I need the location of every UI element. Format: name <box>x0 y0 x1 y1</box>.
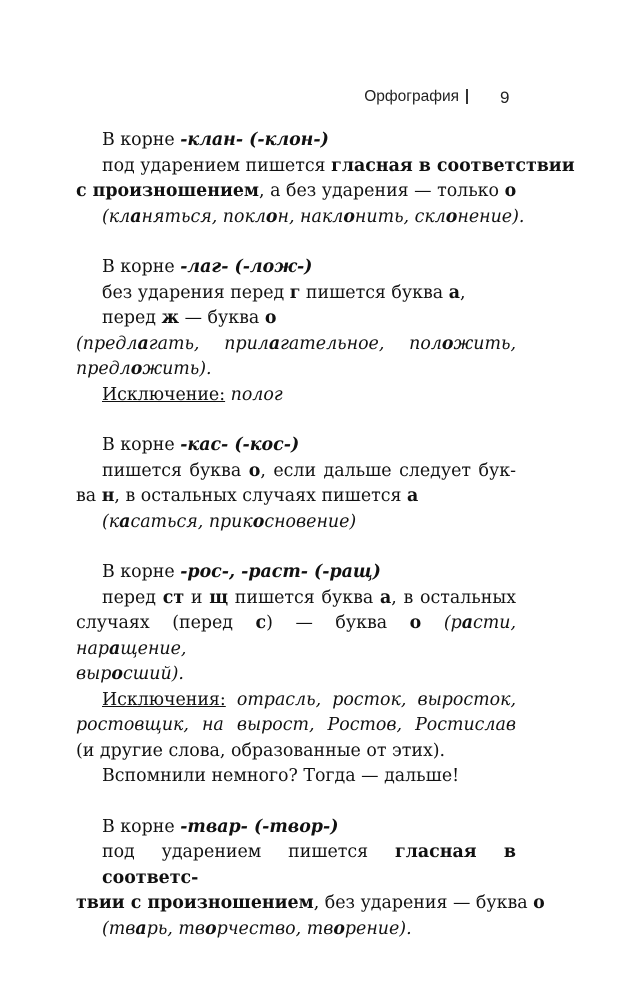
rule-text: перед ж — буква о <box>102 308 277 328</box>
rule-examples: (кланяться, поклон, наклонить, склонение). <box>102 206 525 227</box>
rule-text: под ударением пишется гласная в соответствии <box>102 155 575 176</box>
root-pattern: -лаг- (-лож-) <box>180 257 313 277</box>
header-divider <box>466 89 468 104</box>
rule-text: ва н, в остальных случаях пишется а <box>76 486 419 506</box>
rule-examples: (тварь, творчество, творение). <box>102 918 412 939</box>
rule-heading: В корне -клан- (-клон-) <box>102 130 329 150</box>
rule-heading: В корне -рос-, -раст- (-ращ) <box>102 562 381 582</box>
root-pattern: -клан- (-клон-) <box>180 130 329 150</box>
rule-text: твии с произношением, без ударения — буква о <box>76 893 545 913</box>
rule-exception: Исключения: отрасль, росток, выросток, <box>102 689 516 710</box>
rule-examples: (касаться, прикосновение) <box>102 511 357 532</box>
rule-text: с произношением, а без ударения — только о <box>76 181 517 201</box>
rule-kas-kos <box>76 433 516 535</box>
root-pattern: -рос-, -раст- (-ращ) <box>180 562 381 582</box>
rule-heading: В корне -кас- (-кос-) <box>102 435 300 455</box>
section-title: Орфография <box>364 88 459 105</box>
rule-examples: предложить). <box>76 359 212 379</box>
rule-text: перед ст и щ пишется буква а, в остальных <box>102 587 516 608</box>
exception-label: Исключение: <box>102 384 226 405</box>
rule-exception: (и другие слова, образованные от этих). <box>76 740 446 761</box>
rule-examples: (предлагать, прилагательное, положить, <box>76 333 516 354</box>
rule-lag-lozh <box>76 255 516 408</box>
rule-text: случаях (перед с) — буква о (расти, наращение, <box>76 613 516 659</box>
page-number: 9 <box>500 88 510 107</box>
rule-text: пишется буква о, если дальше следует бук- <box>102 460 516 481</box>
rule-klan-klon <box>76 128 575 230</box>
exception-label: Исключения: <box>102 689 226 710</box>
root-pattern: -твар- (-твор-) <box>180 816 339 837</box>
rule-exception: ростовщик, на вырост, Ростов, Ростислав <box>76 715 516 735</box>
running-header <box>0 85 619 111</box>
rule-text: без ударения перед г пишется буква а, <box>102 282 466 303</box>
rule-examples: выросший). <box>76 664 184 684</box>
rule-heading: В корне -лаг- (-лож-) <box>102 257 313 277</box>
rule-heading: В корне -твар- (-твор-) <box>102 816 339 837</box>
page-body <box>76 128 575 942</box>
root-pattern: -кас- (-кос-) <box>180 435 300 455</box>
rule-tvar-tvor <box>76 815 545 943</box>
rule-exception: Исключение: полог <box>102 384 283 405</box>
rule-ros-rast <box>76 560 516 790</box>
transition-text: Вспомнили немного? Тогда — дальше! <box>102 766 460 786</box>
rule-text: под ударением пишется гласная в соответс- <box>102 842 517 888</box>
